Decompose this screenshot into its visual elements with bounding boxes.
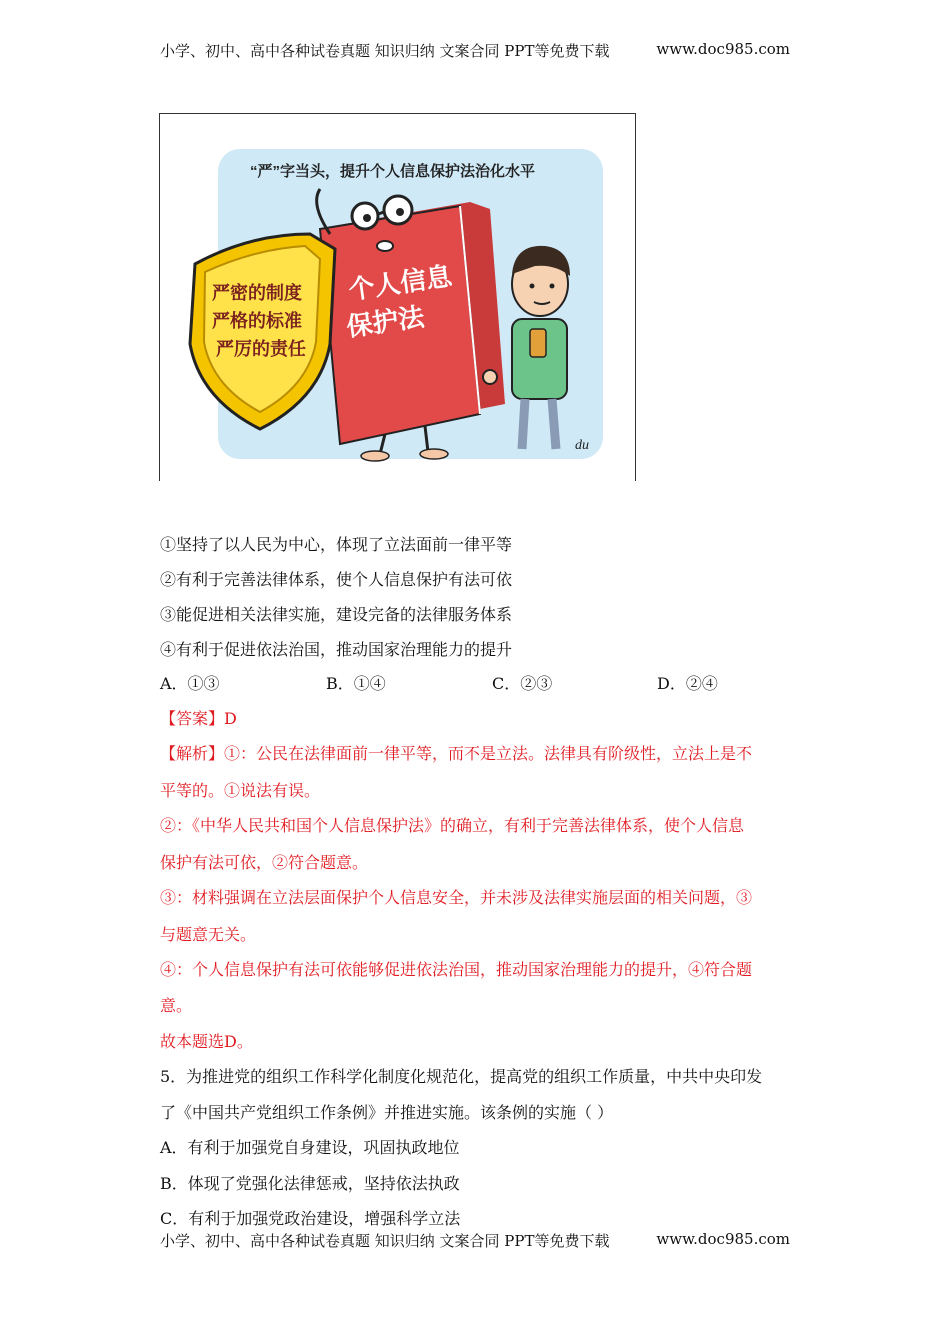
option-b: B．①④ — [326, 674, 386, 693]
shield-line1: 严密的制度 — [212, 283, 302, 303]
header-text: 小学、初中、高中各种试卷真题 知识归纳 文案合同 PPT等免费下载 — [160, 42, 610, 60]
option-d: D．②④ — [657, 674, 718, 693]
analysis-conclusion: 故本题选D。 — [160, 1032, 253, 1051]
shield-line2: 严格的标准 — [212, 311, 302, 331]
analysis-line-4: 保护有法可依，②符合题意。 — [160, 853, 369, 872]
analysis-line-6: 与题意无关。 — [160, 925, 257, 944]
statement-1: ①坚持了以人民为中心，体现了立法面前一律平等 — [160, 535, 513, 554]
option-a: A．①③ — [160, 674, 220, 693]
statement-3: ③能促进相关法律实施，建设完备的法律服务体系 — [160, 605, 513, 624]
page-header — [160, 40, 790, 61]
question5-stem-line1: 5．为推进党的组织工作科学化制度化规范化，提高党的组织工作质量，中共中央印发 — [160, 1067, 763, 1086]
analysis-line-7: ④：个人信息保护有法可依能够促进依法治国，推动国家治理能力的提升，④符合题 — [160, 960, 753, 979]
book-title-line2: 保护法 — [344, 301, 427, 342]
question5-option-b: B．体现了党强化法律惩戒，坚持依法执政 — [160, 1174, 460, 1193]
question5-stem-line2: 了《中国共产党组织工作条例》并推进实施。该条例的实施（ ） — [160, 1103, 614, 1122]
statement-4: ④有利于促进依法治国，推动国家治理能力的提升 — [160, 640, 513, 659]
book-title-line1: 个人信息 — [346, 260, 454, 305]
cartoon-banner: “严”字当头，提升个人信息保护法治化水平 — [250, 163, 536, 180]
artist-signature: du — [575, 438, 589, 453]
cartoon-illustration — [160, 114, 635, 481]
footer-text: 小学、初中、高中各种试卷真题 知识归纳 文案合同 PPT等免费下载 — [160, 1232, 610, 1250]
page-footer — [160, 1230, 790, 1251]
analysis-line-2: 平等的。①说法有误。 — [160, 781, 321, 800]
cartoon-figure — [159, 113, 636, 481]
statement-2: ②有利于完善法律体系，使个人信息保护有法可依 — [160, 570, 513, 589]
analysis-line-3: ②：《中华人民共和国个人信息保护法》的确立，有利于完善法律体系，使个人信息 — [160, 816, 745, 835]
shield-line3: 严厉的责任 — [216, 339, 306, 359]
analysis-line-1: 【解析】①：公民在法律面前一律平等，而不是立法。法律具有阶级性，立法上是不 — [160, 744, 753, 763]
analysis-line-5: ③：材料强调在立法层面保护个人信息安全，并未涉及法律实施层面的相关问题，③ — [160, 888, 753, 907]
footer-url: www.doc985.com — [656, 1230, 790, 1248]
analysis-line-8: 意。 — [160, 996, 193, 1015]
option-c: C．②③ — [492, 674, 553, 693]
header-url: www.doc985.com — [656, 40, 790, 58]
question5-option-c: C．有利于加强党政治建设，增强科学立法 — [160, 1209, 461, 1228]
answer: 【答案】D — [160, 709, 237, 728]
question5-option-a: A．有利于加强党自身建设，巩固执政地位 — [160, 1138, 460, 1157]
